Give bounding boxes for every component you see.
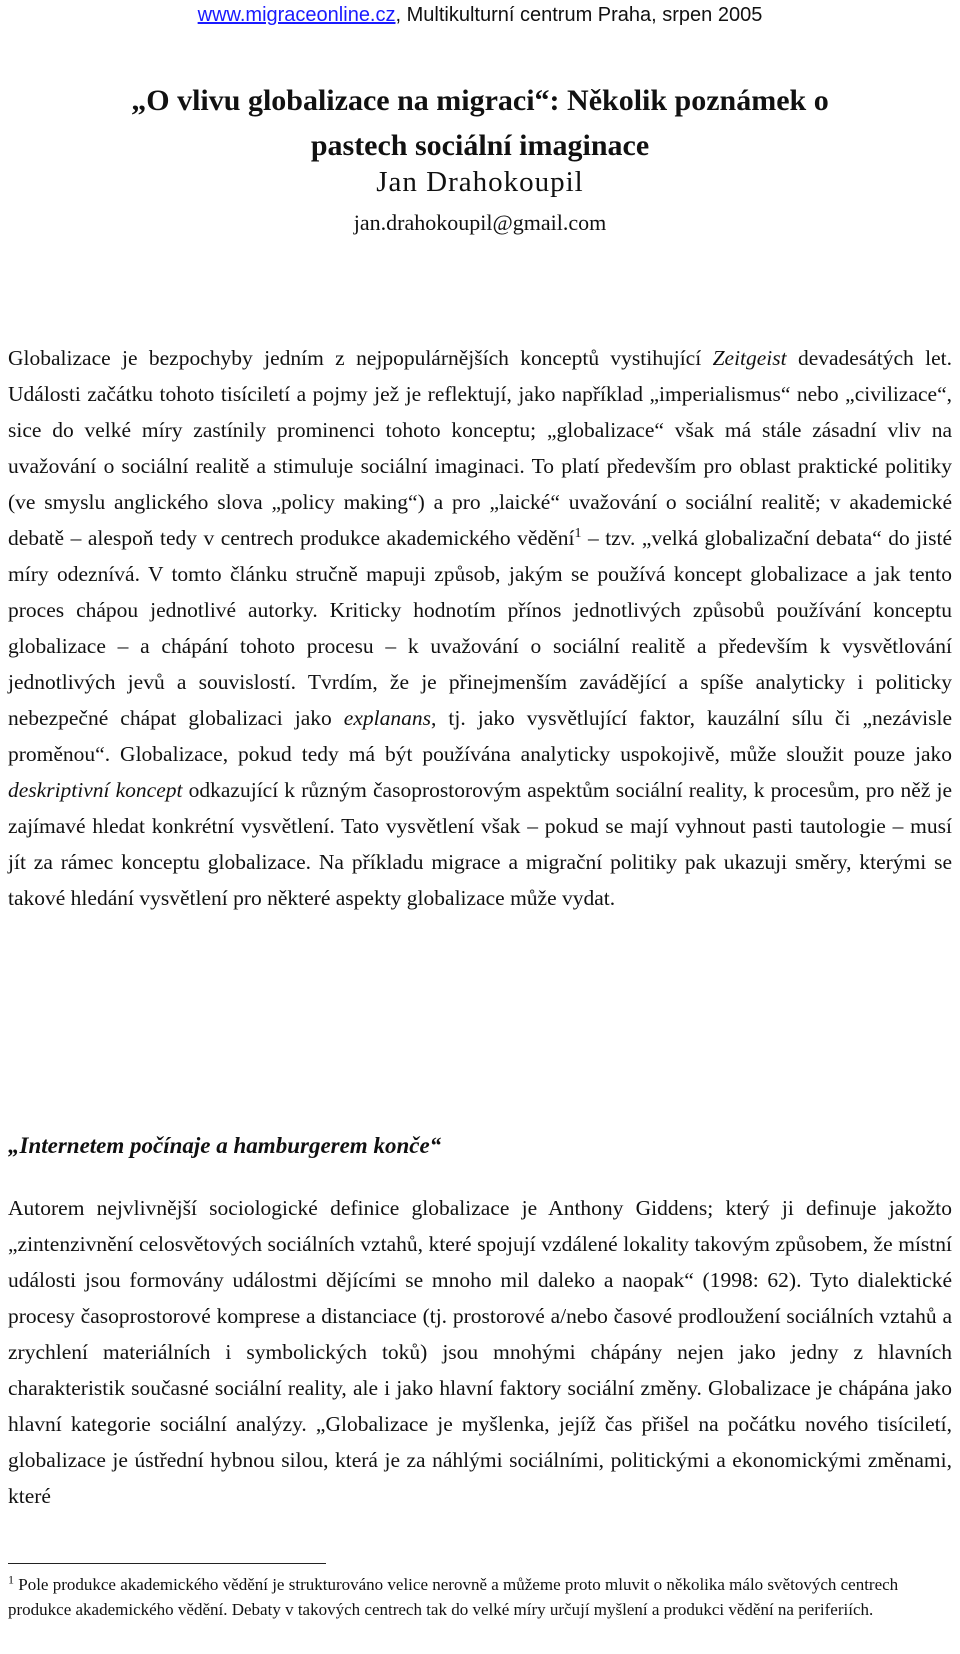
website-link[interactable]: www.migraceonline.cz xyxy=(197,4,396,26)
article-title xyxy=(30,78,930,168)
author-email: jan.drahokoupil@gmail.com xyxy=(353,210,607,235)
footnote xyxy=(8,1572,952,1622)
page-header xyxy=(0,4,960,27)
intro-text-1: Globalizace je bezpochyby jedním z nejpopulárnějších konceptů vystihující xyxy=(8,346,713,370)
intro-italic-descriptive-concept: deskriptivní koncept xyxy=(8,778,183,802)
title-line-1: „O vlivu globalizace na migraci“: Několik poznámek o xyxy=(131,84,829,117)
section-paragraph: Autorem nejvlivnější sociologické definice globalizace je Anthony Giddens; který ji definuje jakožto „zintenzivnění celosvětových sociálních vztahů, které spojují vzdálené lokality takovým způsobem, že místní události jsou formovány událostmi dějícími se mnoho mil daleko a naopak“ (1998: 62). Tyto dialektické procesy časoprostorové komprese a distanciace (tj. prostorové a/nebo časové prodloužení sociálních vztahů a zrychlení materiálních i symbolických toků) jsou mnohými chápány nejen jako jedny z hlavních charakteristik současné sociální reality, ale i jako hlavní faktory sociální změny. Globalizace je chápána jako hlavní kategorie sociální analýzy. „Globalizace je myšlenka, jejíž čas přišel na počátku nového tisíciletí, globalizace je ústřední hybnou silou, která je za náhlými sociálními, politickými a ekonomickými změnami, které xyxy=(8,1196,952,1508)
intro-text-5: odkazující k různým časoprostorovým aspektům sociální reality, k procesům, pro něž je zajímavé hledat konkrétní vysvětlení. Tato vysvětlení však – pokud se mají vyhnout pasti tautologie – musí jít za rámec konceptu globalizace. Na příkladu migrace a migrační politiky pak ukazuji směry, kterými se takové hledání vysvětlení pro některé aspekty globalizace může vydat. xyxy=(8,778,953,910)
intro-text-2: devadesátých let. Události začátku tohoto tisíciletí a pojmy jež je reflektují, jako například „imperialismus“ nebo „civilizace“, sice do velké míry zastínily prominenci tohoto konceptu; „globalizace“ však má stále zásadní vliv na uvažování o sociální realitě a stimuluje sociální imaginaci. To platí především pro oblast praktické politiky (ve smyslu anglického slova „policy making“) a pro „laické“ uvažování o sociální realitě; v akademické debatě – alespoň tedy v centrech produkce akademického vědění xyxy=(8,346,952,550)
author-name: Jan Drahokoupil xyxy=(376,166,584,198)
intro-italic-zeitgeist: Zeitgeist xyxy=(712,346,787,370)
section-heading: „Internetem počínaje a hamburgerem konče“ xyxy=(8,1133,442,1158)
header-source-text: , Multikulturní centrum Praha, srpen 2005 xyxy=(395,4,763,26)
footnote-number: 1 xyxy=(8,1572,14,1587)
intro-paragraph xyxy=(8,340,952,916)
intro-italic-explanans: explanans xyxy=(343,706,431,730)
footnote-reference[interactable]: 1 xyxy=(574,525,582,541)
footnote-divider xyxy=(8,1563,326,1564)
intro-text-4: , tj. jako vysvětlující faktor, kauzální sílu či „nezávisle proměnou“. Globalizace, pokud tedy má být používána analyticky uspokojivě, může sloužit pouze jako xyxy=(8,706,952,766)
intro-text-3: – tzv. „velká globalizační debata“ do jisté míry odeznívá. V tomto článku stručně mapuji způsob, jakým se používá koncept globalizace a jak tento proces chápou jednotlivé autorky. Kriticky hodnotím přínos jednotlivých způsobů používání konceptu globalizace – a chápání tohoto procesu – k uvažování o sociální realitě a především k vysvětlování jednotlivých jevů a souvislostí. Tvrdím, že je přinejmenším zavádějící a spíše analyticky i politicky nebezpečné chápat globalizaci jako xyxy=(8,526,953,730)
title-line-2: pastech sociální imaginace xyxy=(310,129,650,162)
footnote-text: Pole produkce akademického vědění je strukturováno velice nerovně a můžeme proto mluvit o několika málo světových centrech produkce akademického vědění. Debaty v takových centrech tak do velké míry určují myšlení a produkci vědění na periferiích. xyxy=(8,1575,899,1619)
